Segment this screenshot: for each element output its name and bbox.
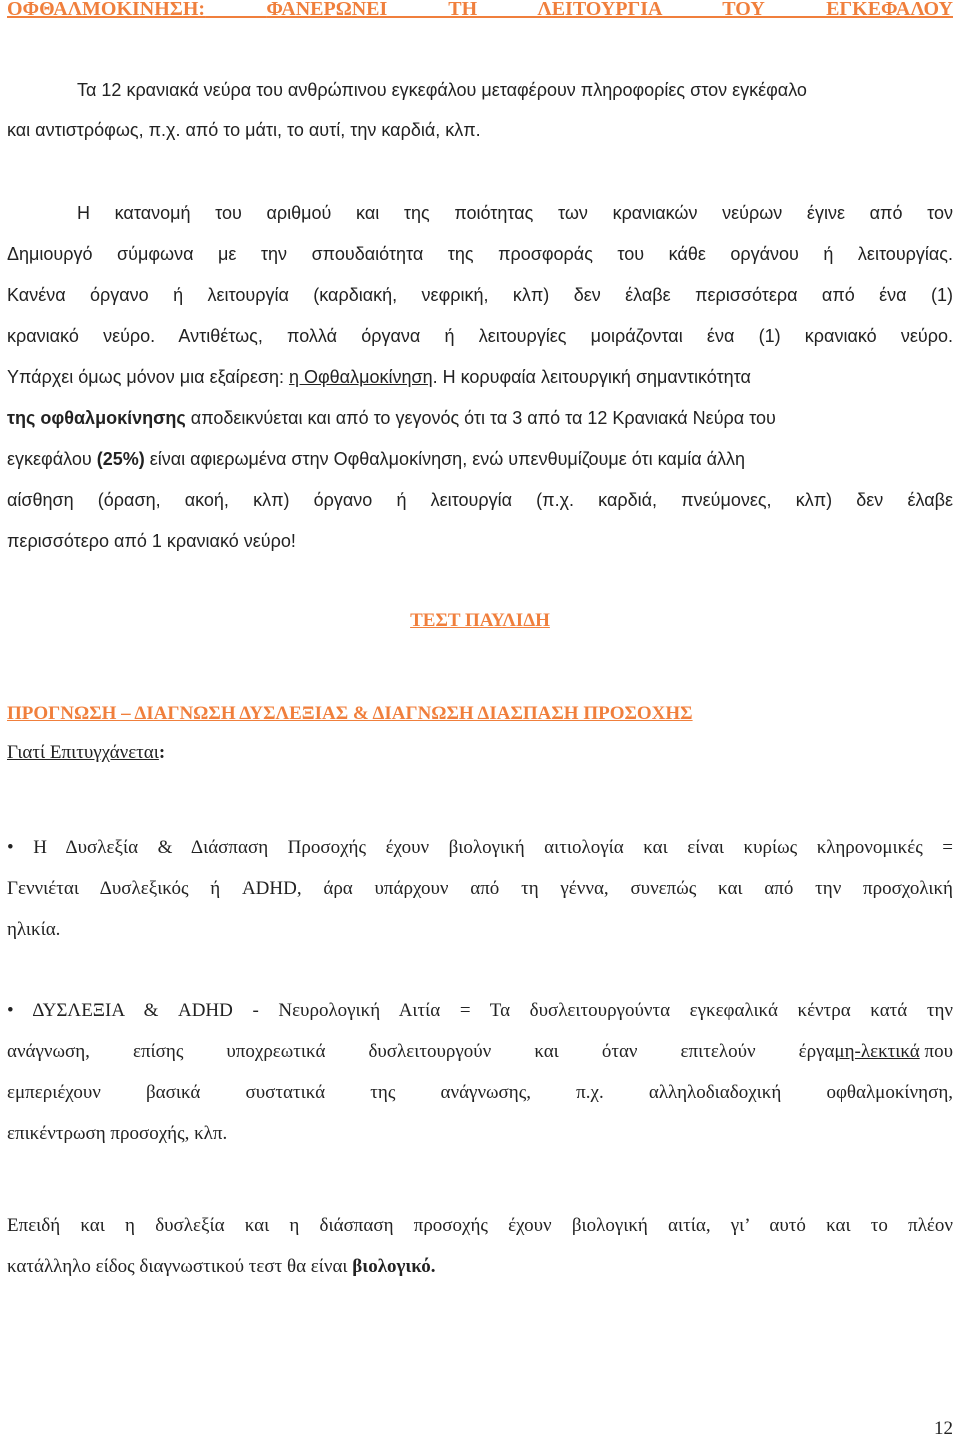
para2-line-7 <box>7 447 953 471</box>
bullet1-line-1: • Η Δυσλεξία & Διάσπαση Προσοχής έχουν βιολογική αιτιολογία και είναι κυρίως κληρονομικές = <box>7 837 953 858</box>
page-header <box>7 0 953 21</box>
bullet2-line-2-pre: ανάγνωση, επίσης υποχρεωτικά δυσλειτουργούν και όταν επιτελούν έργα <box>7 1041 835 1062</box>
para2-line-7-pre: εγκεφάλου <box>7 449 97 469</box>
para1-line-2: και αντιστρόφως, π.χ. από το μάτι, το αυτί, την καρδιά, κλπ. <box>7 120 481 140</box>
para2-line-8: αίσθηση (όραση, ακοή, κλπ) όργανο ή λειτουργία (π.χ. καρδιά, πνεύμονες, κλπ) δεν έλαβε <box>7 490 953 510</box>
header-title-right: ΦΑΝΕΡΩΝΕΙ ΤΗ ΛΕΙΤΟΥΡΓΙΑ ΤΟΥ ΕΓΚΕΦΑΛΟΥ <box>266 0 953 20</box>
para2-line-2: Δημιουργό σύμφωνα με την σπουδαιότητα της προσφοράς του κάθε οργάνου ή λειτουργίας. <box>7 244 953 264</box>
bullet2-line-2 <box>7 1040 953 1064</box>
bullet2-line-3: εμπεριέχουν βασικά συστατικά της ανάγνωσης, π.χ. αλληλοδιαδοχική οφθαλμοκίνηση, <box>7 1082 953 1103</box>
para2-line-6-post: αποδεικνύεται και από το γεγονός ότι τα 3 από τα 12 Κρανιακά Νεύρα του <box>185 408 776 428</box>
para-last-line-2-bold: βιολογικό. <box>352 1256 436 1277</box>
para2-line-5-pre: Υπάρχει όμως μόνον μια εξαίρεση: <box>7 367 289 387</box>
para2-line-1: Η κατανομή του αριθμού και της ποιότητας των κρανιακών νεύρων έγινε από τον <box>77 203 953 223</box>
header-title-left: ΟΦΘΑΛΜΟΚΙΝΗΣΗ: <box>7 0 206 20</box>
para2-line-7-bold: (25%) <box>96 449 145 469</box>
section-heading[interactable]: ΠΡΟΓΝΩΣΗ – ΔΙΑΓΝΩΣΗ ΔΥΣΛΕΞΙΑΣ & ΔΙΑΓΝΩΣΗ ΔΙΑΣΠΑΣΗ ΠΡΟΣΟΧΗΣ <box>7 703 693 724</box>
para2-line-6 <box>7 406 953 430</box>
para-last-line-1: Επειδή και η δυσλεξία και η διάσπαση προσοχής έχουν βιολογική αιτία, γι’ αυτό και το πλέον <box>7 1215 953 1236</box>
para2-line-4: κρανιακό νεύρο. Αντιθέτως, πολλά όργανα ή λειτουργίες μοιράζονται ένα (1) κρανιακό νεύρο. <box>7 326 953 346</box>
bullet2-line-4: επικέντρωση προσοχής, κλπ. <box>7 1123 228 1144</box>
para2-line-5 <box>7 365 953 389</box>
para2-line-3: Κανένα όργανο ή λειτουργία (καρδιακή, νεφρική, κλπ) δεν έλαβε περισσότερα από ένα (1) <box>7 285 953 305</box>
para2-line-6-bold: της οφθαλμοκίνησης <box>7 408 186 428</box>
test-title <box>7 609 953 633</box>
why-label: Γιατί Επιτυγχάνεται <box>7 742 159 763</box>
why-colon: : <box>158 742 166 763</box>
bullet2-line-1: • ΔΥΣΛΕΞΙΑ & ADHD - Νευρολογική Αιτία = Τα δυσλειτουργούντα εγκεφαλικά κέντρα κατά την <box>7 1000 953 1021</box>
bullet1-line-2: Γεννιέται Δυσλεξικός ή ADHD, άρα υπάρχουν από τη γέννα, συνεπώς και από την προσχολική <box>7 878 953 899</box>
para-last-line-2 <box>7 1255 953 1279</box>
why-label-line <box>7 741 953 765</box>
bullet1-line-3: ηλικία. <box>7 919 61 940</box>
para-last-line-2-pre: κατάλληλο είδος διαγνωστικού τεστ θα είναι <box>7 1256 353 1277</box>
para2-line-9: περισσότερο από 1 κρανιακό νεύρο! <box>7 531 296 551</box>
test-title-text[interactable]: ΤΕΣΤ ΠΑΥΛΙΔΗ <box>410 610 550 631</box>
bullet2-line-2-post: που <box>919 1041 953 1062</box>
mi-lektika-link[interactable]: μη-λεκτικά <box>834 1041 920 1062</box>
page-number: 12 <box>934 1418 953 1439</box>
para2-line-5-post: . Η κορυφαία λειτουργική σημαντικότητα <box>432 367 751 387</box>
para1-line-1: Τα 12 κρανιακά νεύρα του ανθρώπινου εγκεφάλου μεταφέρουν πληροφορίες στον εγκέφαλο <box>77 80 807 100</box>
para2-line-7-post: είναι αφιερωμένα στην Οφθαλμοκίνηση, ενώ υπενθυμίζουμε ότι καμία άλλη <box>144 449 746 469</box>
ofthalmokinisi-link[interactable]: η Οφθαλμοκίνηση <box>288 367 433 387</box>
